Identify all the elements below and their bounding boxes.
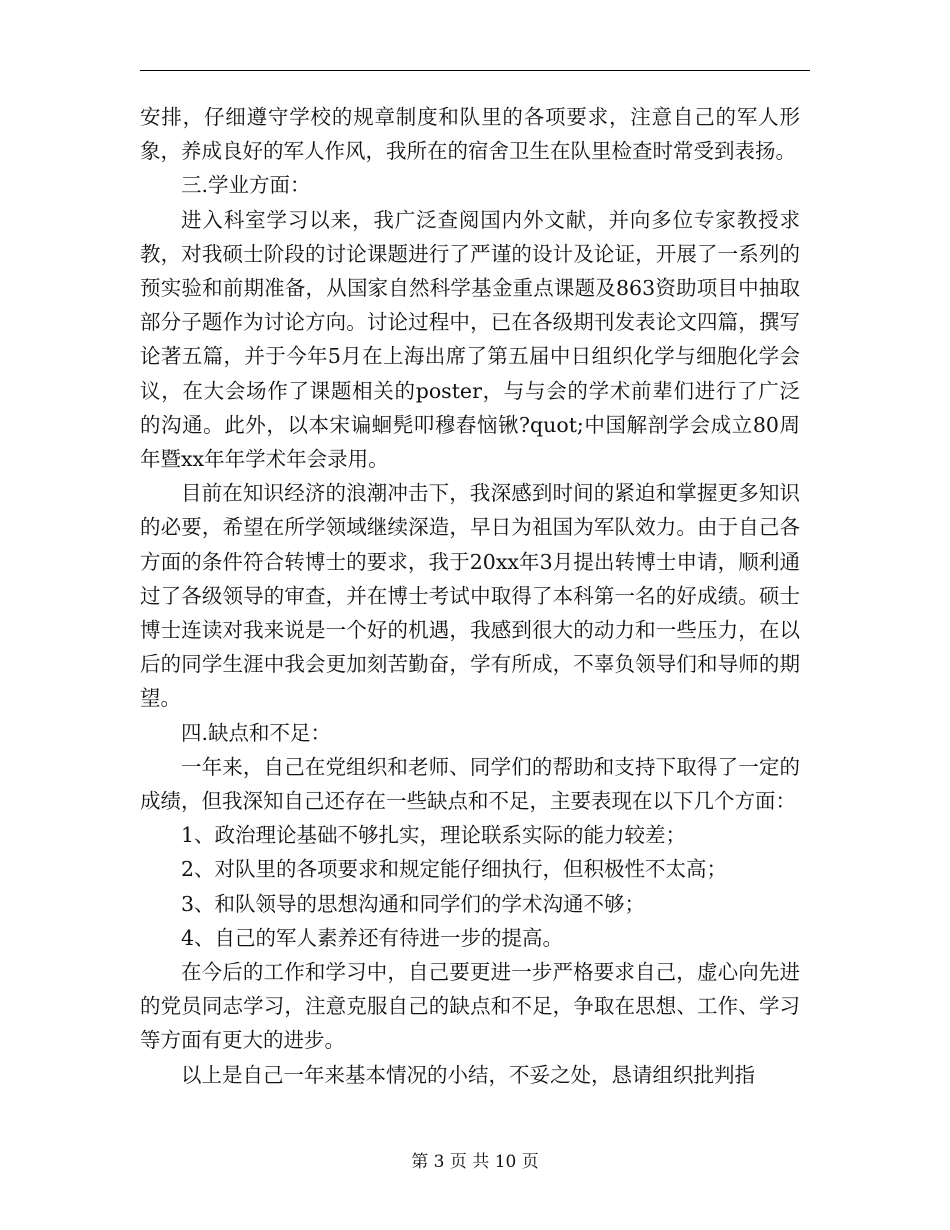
paragraph-heading-academics: 三.学业方面： [181,173,311,198]
paragraph-doctoral-transfer: 目前在知识经济的浪潮冲击下，我深感到时间的紧迫和掌握更多知识的必要，希望在所学领域继续深造，早日为祖国为军队效力。由于自己各方面的条件符合转博士的要求，我于20xx年3月提出转博士申请，顺利通过了各级领导的审查，并在博士考试中取得了本科第一名的好成绩。硕士博士连读对我来说是一个好的机遇，我感到很大的动力和一些压力，在以后的同学生涯中我会更加刻苦勤奋，学有所成，不辜负领导们和导师的期望。 [140,481,800,711]
paragraph-shortcomings-intro: 一年来，自己在党组织和老师、同学们的帮助和支持下取得了一定的成绩，但我深知自己还存在一些缺点和不足，主要表现在以下几个方面： [140,754,800,814]
paragraph-continued-discipline: 安排，仔细遵守学校的规章制度和队里的各项要求，注意自己的军人形象，养成良好的军人作风，我所在的宿舍卫生在队里检查时常受到表扬。 [140,105,800,164]
paragraph-heading-shortcomings: 四.缺点和不足： [181,720,332,745]
page-number: 第 3 页 共 10 页 [411,1152,539,1172]
paragraph-closing: 以上是自己一年来基本情况的小结，不妥之处，恳请组织批判指 [181,1062,755,1087]
paragraph-future-plan: 在今后的工作和学习中，自己要更进一步严格要求自己，虚心向先进的党员同志学习，注意克服自己的缺点和不足，争取在思想、工作、学习等方面有更大的进步。 [140,960,800,1053]
paragraph-item-3: 3、和队领导的思想沟通和同学们的学术沟通不够； [181,891,646,916]
paragraph-item-1: 1、政治理论基础不够扎实，理论联系实际的能力较差； [181,823,687,848]
paragraph-item-4: 4、自己的军人素养还有待进一步的提高。 [181,925,564,950]
document-body [140,100,800,1092]
header-rule [140,70,810,71]
paragraph-academics-body: 进入科室学习以来，我广泛查阅国内外文献，并向多位专家教授求教，对我硕士阶段的讨论课题进行了严谨的设计及论证，开展了一系列的预实验和前期准备，从国家自然科学基金重点课题及863资助项目中抽取部分子题作为讨论方向。讨论过程中，已在各级期刊发表论文四篇，撰写论著五篇，并于今年5月在上海出席了第五届中日组织化学与细胞化学会议，在大会场作了课题相关的poster，与与会的学术前辈们进行了广泛的沟通。此外，以本宋谝蛔髡叩穆舂恼锹?quot;中国解剖学会成立80周年暨xx年年学术年会录用。 [140,207,800,472]
paragraph-item-2: 2、对队里的各项要求和规定能仔细执行，但积极性不太高； [181,857,728,882]
